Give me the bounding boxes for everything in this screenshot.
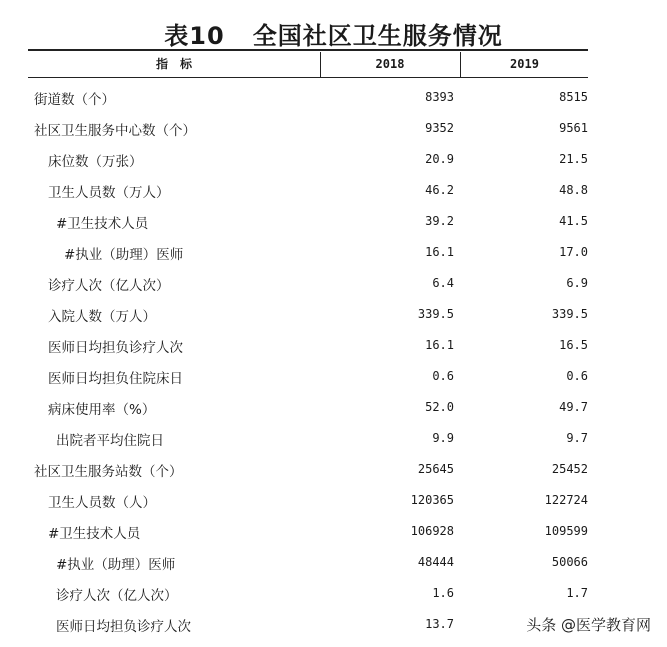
value-2018: 6.4 [432, 276, 454, 290]
value-2018: 16.1 [425, 245, 454, 259]
value-2018: 48444 [417, 555, 454, 569]
value-2019: 49.7 [559, 400, 588, 414]
value-2019: 48.8 [559, 183, 588, 197]
table-row [0, 547, 667, 578]
row-label: 医师日均担负住院床日 [48, 371, 183, 387]
value-2018: 9352 [425, 121, 454, 135]
header-2018: 2018 [320, 52, 461, 77]
row-label: 卫生人员数（人） [48, 495, 156, 511]
table-row [0, 485, 667, 516]
row-label: 社区卫生服务中心数（个） [34, 123, 196, 139]
table-row [0, 82, 667, 113]
row-label: 医师日均担负诊疗人次 [48, 340, 183, 356]
row-label: #执业（助理）医师 [56, 557, 176, 573]
table-row [0, 578, 667, 609]
row-label: 出院者平均住院日 [56, 433, 164, 449]
table-header [28, 52, 588, 78]
value-2018: 120365 [410, 493, 454, 507]
value-2018: 0.6 [432, 369, 454, 383]
value-2019: 109599 [544, 524, 588, 538]
row-label: 病床使用率（%） [48, 402, 156, 418]
table-number: 表10 [164, 22, 225, 50]
value-2019: 41.5 [559, 214, 588, 228]
row-label: 诊疗人次（亿人次） [56, 588, 178, 604]
table-body [0, 82, 667, 640]
value-2018: 16.1 [425, 338, 454, 352]
table-row [0, 423, 667, 454]
table-row [0, 330, 667, 361]
table-row [0, 361, 667, 392]
value-2019: 50066 [551, 555, 588, 569]
value-2019: 16.5 [559, 338, 588, 352]
top-rule [28, 49, 588, 51]
value-2018: 25645 [417, 462, 454, 476]
row-label: 社区卫生服务站数（个） [34, 464, 183, 480]
value-2019: 1.7 [566, 586, 588, 600]
value-2019: 21.5 [559, 152, 588, 166]
row-label: 诊疗人次（亿人次） [48, 278, 170, 294]
value-2019: 17.0 [559, 245, 588, 259]
row-label: 街道数（个） [34, 92, 115, 108]
table-row [0, 516, 667, 547]
value-2018: 39.2 [425, 214, 454, 228]
header-indicator: 指 标 [28, 52, 321, 77]
value-2018: 339.5 [417, 307, 454, 321]
row-label: 医师日均担负诊疗人次 [56, 619, 191, 635]
value-2019: 25452 [551, 462, 588, 476]
value-2018: 8393 [425, 90, 454, 104]
value-2018: 52.0 [425, 400, 454, 414]
value-2019: 339.5 [551, 307, 588, 321]
table-title-text: 全国社区卫生服务情况 [252, 22, 503, 50]
value-2019: 8515 [559, 90, 588, 104]
value-2019: 9.7 [566, 431, 588, 445]
value-2018: 9.9 [432, 431, 454, 445]
value-2019: 122724 [544, 493, 588, 507]
table-row [0, 268, 667, 299]
row-label: #卫生技术人员 [56, 216, 149, 232]
value-2018: 106928 [410, 524, 454, 538]
table-row [0, 237, 667, 268]
header-2019: 2019 [510, 57, 539, 71]
row-label: 入院人数（万人） [48, 309, 156, 325]
table-row [0, 206, 667, 237]
table-row [0, 144, 667, 175]
row-label: 床位数（万张） [48, 154, 143, 170]
value-2018: 13.7 [425, 617, 454, 631]
table-row [0, 299, 667, 330]
watermark: 头条 @医学教育网 [526, 616, 651, 634]
value-2018: 20.9 [425, 152, 454, 166]
table-title [0, 16, 667, 51]
value-2018: 1.6 [432, 586, 454, 600]
row-label: #卫生技术人员 [48, 526, 141, 542]
value-2019: 6.9 [566, 276, 588, 290]
value-2019: 9561 [559, 121, 588, 135]
row-label: 卫生人员数（万人） [48, 185, 170, 201]
value-2019: 0.6 [566, 369, 588, 383]
table-row [0, 175, 667, 206]
table-row [0, 454, 667, 485]
table-row [0, 113, 667, 144]
value-2018: 46.2 [425, 183, 454, 197]
row-label: #执业（助理）医师 [64, 247, 184, 263]
table-row [0, 392, 667, 423]
